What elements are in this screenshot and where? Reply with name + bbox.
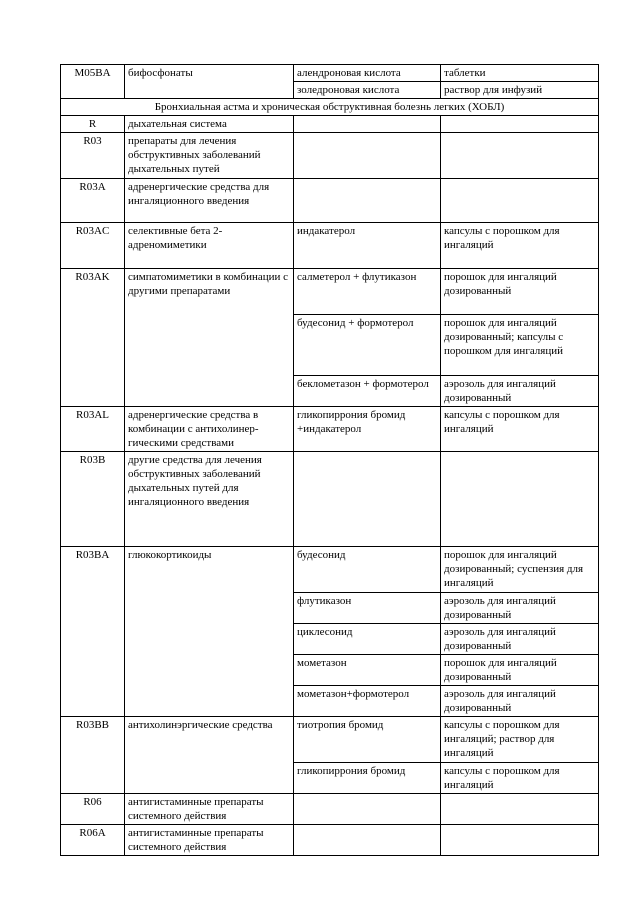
atc-code-cell: R03AC bbox=[61, 223, 125, 269]
atc-group-name-cell: антихолинэргические средства bbox=[125, 717, 294, 794]
dosage-form-cell: таблетки bbox=[441, 65, 599, 82]
table-row bbox=[61, 717, 599, 763]
atc-group-name-cell: бифосфонаты bbox=[125, 65, 294, 99]
table-row bbox=[61, 269, 599, 315]
table-row bbox=[61, 794, 599, 825]
atc-group-name-cell: селективные бета 2-адреномиметики bbox=[125, 223, 294, 269]
section-heading: Бронхиальная астма и хроническая обструктивная болезнь легких (ХОБЛ) bbox=[61, 99, 599, 116]
drug-name-cell: будесонид bbox=[294, 547, 441, 593]
drug-name-cell: гликопиррония бромид +индакатерол bbox=[294, 407, 441, 452]
dosage-form-cell: капсулы с порошком для ингаляций bbox=[441, 763, 599, 794]
drug-name-cell: беклометазон + формотерол bbox=[294, 376, 441, 407]
drug-name-cell: циклесонид bbox=[294, 624, 441, 655]
table-row bbox=[61, 452, 599, 547]
drug-name-cell: мометазон+формотерол bbox=[294, 686, 441, 717]
dosage-form-cell: аэрозоль для ингаляций дозированный bbox=[441, 624, 599, 655]
atc-group-name-cell: глюкокортикоиды bbox=[125, 547, 294, 717]
atc-code-cell: R bbox=[61, 116, 125, 133]
drug-name-cell: салметерол + флутиказон bbox=[294, 269, 441, 315]
atc-group-name-cell: антигистаминные препараты системного действия bbox=[125, 794, 294, 825]
table-row bbox=[61, 825, 599, 856]
drug-name-cell bbox=[294, 825, 441, 856]
drug-name-cell bbox=[294, 179, 441, 223]
drug-table bbox=[60, 64, 599, 856]
atc-code-cell: R06 bbox=[61, 794, 125, 825]
dosage-form-cell: порошок для ингаляций дозированный bbox=[441, 269, 599, 315]
atc-group-name-cell: адренергические средства в комбинации с антихолинер-гическими средствами bbox=[125, 407, 294, 452]
drug-name-cell: тиотропия бромид bbox=[294, 717, 441, 763]
atc-code-cell: R03A bbox=[61, 179, 125, 223]
atc-group-name-cell: дыхательная система bbox=[125, 116, 294, 133]
drug-name-cell bbox=[294, 116, 441, 133]
table-row bbox=[61, 65, 599, 82]
dosage-form-cell: раствор для инфузий bbox=[441, 82, 599, 99]
atc-group-name-cell: препараты для лечения обструктивных заболеваний дыхательных путей bbox=[125, 133, 294, 179]
table-row bbox=[61, 407, 599, 452]
drug-name-cell: будесонид + формотерол bbox=[294, 315, 441, 376]
drug-name-cell bbox=[294, 794, 441, 825]
dosage-form-cell: аэрозоль для ингаляций дозированный bbox=[441, 686, 599, 717]
atc-code-cell: R06A bbox=[61, 825, 125, 856]
drug-name-cell: мометазон bbox=[294, 655, 441, 686]
drug-name-cell: золедроновая кислота bbox=[294, 82, 441, 99]
dosage-form-cell bbox=[441, 179, 599, 223]
drug-name-cell: индакатерол bbox=[294, 223, 441, 269]
atc-code-cell: R03AK bbox=[61, 269, 125, 407]
dosage-form-cell: порошок для ингаляций дозированный; суспензия для ингаляций bbox=[441, 547, 599, 593]
dosage-form-cell: капсулы с порошком для ингаляций bbox=[441, 223, 599, 269]
dosage-form-cell bbox=[441, 116, 599, 133]
dosage-form-cell: аэрозоль для ингаляций дозированный bbox=[441, 593, 599, 624]
dosage-form-cell bbox=[441, 794, 599, 825]
atc-code-cell: R03BA bbox=[61, 547, 125, 717]
dosage-form-cell: аэрозоль для ингаляций дозированный bbox=[441, 376, 599, 407]
atc-group-name-cell: антигистаминные препараты системного действия bbox=[125, 825, 294, 856]
table-row bbox=[61, 223, 599, 269]
atc-code-cell: R03 bbox=[61, 133, 125, 179]
drug-name-cell: флутиказон bbox=[294, 593, 441, 624]
dosage-form-cell: порошок для ингаляций дозированный bbox=[441, 655, 599, 686]
atc-code-cell: R03BB bbox=[61, 717, 125, 794]
table-row bbox=[61, 179, 599, 223]
atc-code-cell: M05BA bbox=[61, 65, 125, 99]
drug-name-cell: алендроновая кислота bbox=[294, 65, 441, 82]
section-row bbox=[61, 99, 599, 116]
drug-name-cell bbox=[294, 452, 441, 547]
drug-classification-document bbox=[60, 64, 598, 856]
table-row bbox=[61, 133, 599, 179]
atc-group-name-cell: адренергические средства для ингаляционного введения bbox=[125, 179, 294, 223]
dosage-form-cell: порошок для ингаляций дозированный; капсулы с порошком для ингаляций bbox=[441, 315, 599, 376]
atc-code-cell: R03AL bbox=[61, 407, 125, 452]
atc-group-name-cell: симпатомиметики в комбинации с другими препаратами bbox=[125, 269, 294, 407]
drug-name-cell: гликопиррония бромид bbox=[294, 763, 441, 794]
dosage-form-cell bbox=[441, 825, 599, 856]
drug-table-body bbox=[61, 65, 599, 856]
table-row bbox=[61, 547, 599, 593]
table-row bbox=[61, 116, 599, 133]
atc-code-cell: R03B bbox=[61, 452, 125, 547]
atc-group-name-cell: другие средства для лечения обструктивных заболеваний дыхательных путей для ингаляционного введения bbox=[125, 452, 294, 547]
dosage-form-cell bbox=[441, 133, 599, 179]
dosage-form-cell: капсулы с порошком для ингаляций; раствор для ингаляций bbox=[441, 717, 599, 763]
drug-name-cell bbox=[294, 133, 441, 179]
dosage-form-cell: капсулы с порошком для ингаляций bbox=[441, 407, 599, 452]
dosage-form-cell bbox=[441, 452, 599, 547]
